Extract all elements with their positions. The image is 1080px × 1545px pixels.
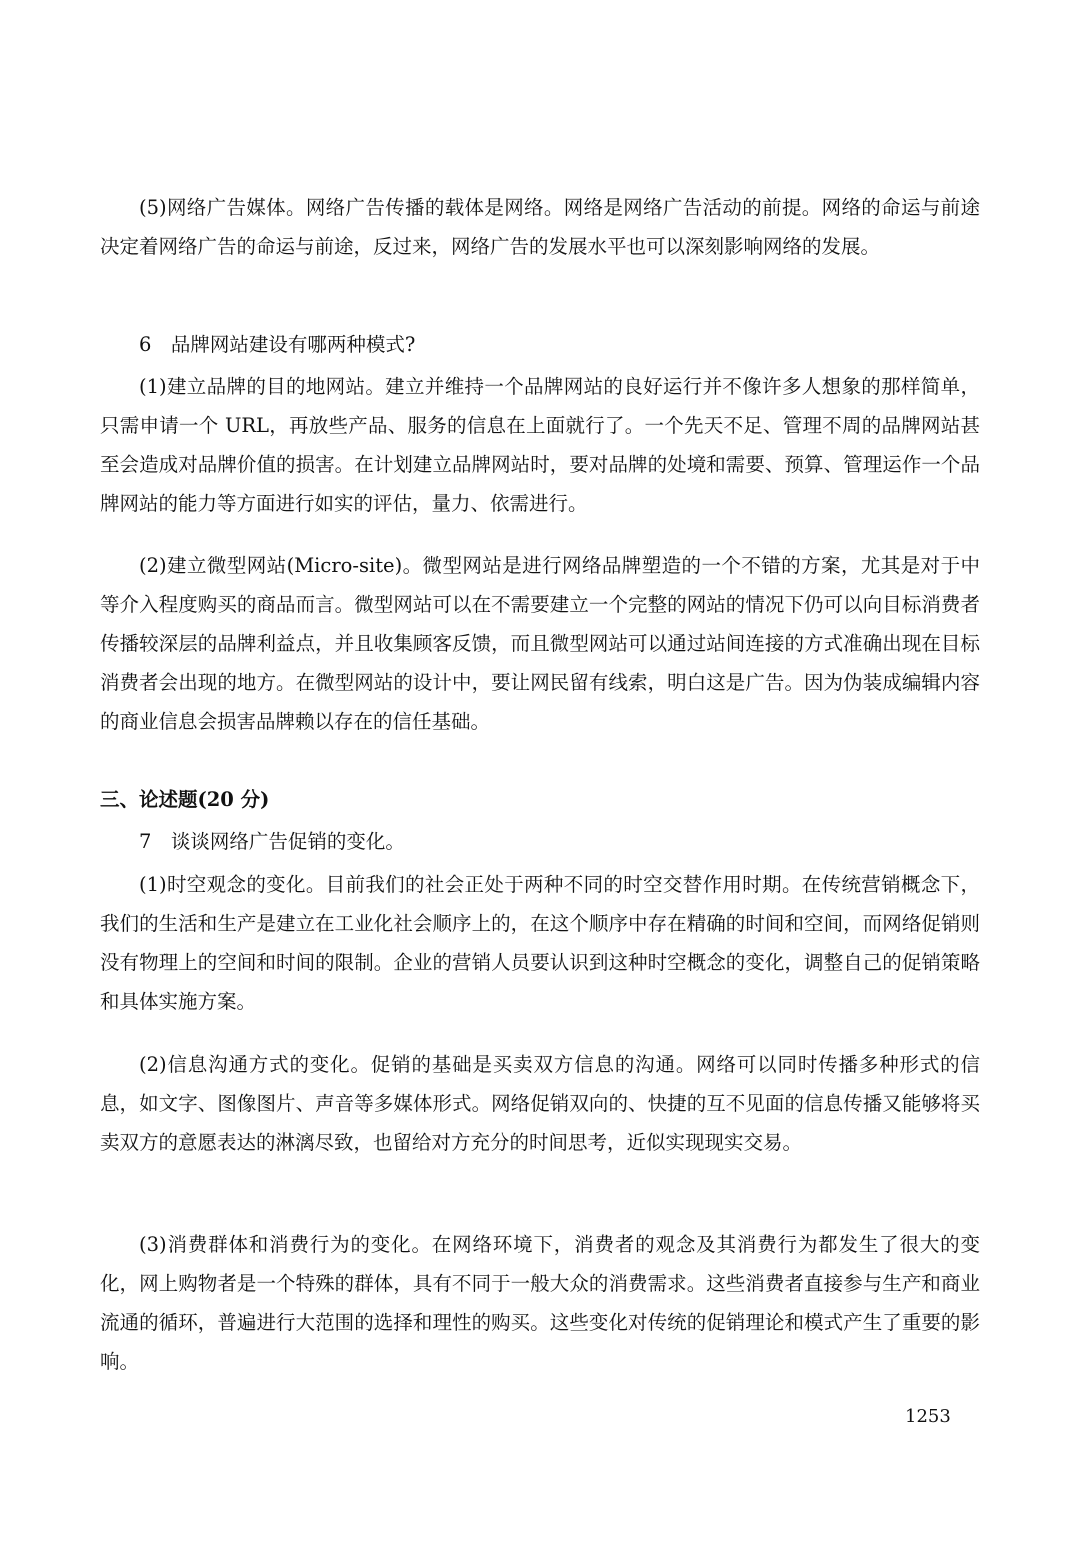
question-6: 6 品牌网站建设有哪两种模式?: [139, 333, 416, 356]
paragraph-destination-site: (1)建立品牌的目的地网站。建立并维持一个品牌网站的良好运行并不像许多人想象的那样简单，只需申请一个 URL，再放些产品、服务的信息在上面就行了。一个先天不足、管理不周的品牌网站甚至会造成对品牌价值的损害。在计划建立品牌网站时，要对品牌的处境和需要、预算、管理运作一个品牌网站的能力等方面进行如实的评估，量力、依需进行。: [100, 375, 980, 515]
question-7: 7 谈谈网络广告促销的变化。: [139, 830, 405, 853]
paragraph-time-space: (1)时空观念的变化。目前我们的社会正处于两种不同的时空交替作用时期。在传统营销概念下，我们的生活和生产是建立在工业化社会顺序上的，在这个顺序中存在精确的时间和空间，而网络促销则没有物理上的空间和时间的限制。企业的营销人员要认识到这种时空概念的变化，调整自己的促销策略和具体实施方案。: [100, 873, 980, 1013]
paragraph-consumer-behavior: (3)消费群体和消费行为的变化。在网络环境下，消费者的观念及其消费行为都发生了很大的变化，网上购物者是一个特殊的群体，具有不同于一般大众的消费需求。这些消费者直接参与生产和商业流通的循环，普遍进行大范围的选择和理性的购买。这些变化对传统的促销理论和模式产生了重要的影响。: [100, 1233, 980, 1373]
paragraph-communication: (2)信息沟通方式的变化。促销的基础是买卖双方信息的沟通。网络可以同时传播多种形式的信息，如文字、图像图片、声音等多媒体形式。网络促销双向的、快捷的互不见面的信息传播又能够将买卖双方的意愿表达的淋漓尽致，也留给对方充分的时间思考，近似实现现实交易。: [100, 1053, 980, 1154]
paragraph-micro-site: (2)建立微型网站(Micro-site)。微型网站是进行网络品牌塑造的一个不错的方案，尤其是对于中等介入程度购买的商品而言。微型网站可以在不需要建立一个完整的网站的情况下仍可以向目标消费者传播较深层的品牌利益点，并且收集顾客反馈，而且微型网站可以通过站间连接的方式准确出现在目标消费者会出现的地方。在微型网站的设计中，要让网民留有线索，明白这是广告。因为伪装成编辑内容的商业信息会损害品牌赖以存在的信任基础。: [100, 554, 980, 733]
section-heading-essay: 三、论述题(20 分): [100, 788, 270, 811]
page-number: 1253: [905, 1406, 951, 1427]
paragraph-network-ad-media: (5)网络广告媒体。网络广告传播的载体是网络。网络是网络广告活动的前提。网络的命运与前途决定着网络广告的命运与前途，反过来，网络广告的发展水平也可以深刻影响网络的发展。: [100, 196, 980, 258]
